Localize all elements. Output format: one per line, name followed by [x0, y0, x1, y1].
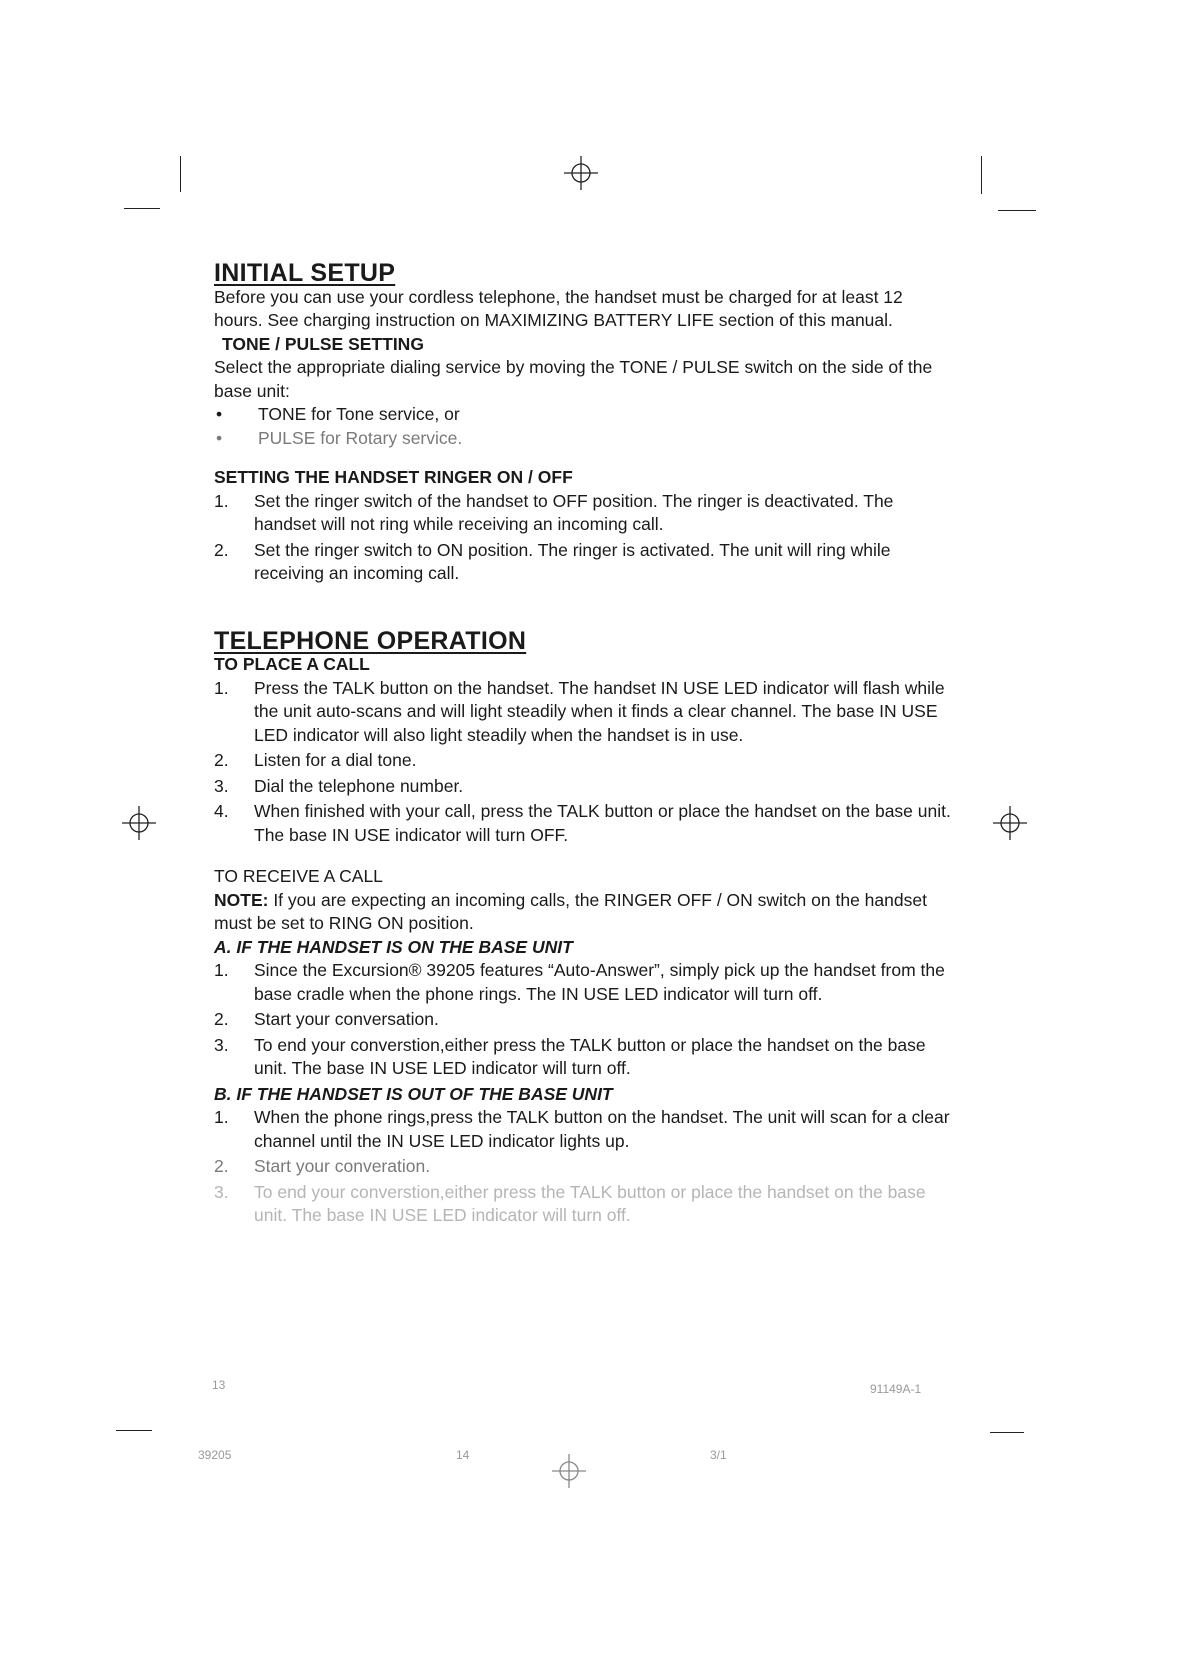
tone-pulse-text: Select the appropriate dialing service by moving the TONE / PULSE switch on the side of the base unit:	[214, 357, 933, 401]
tone-pulse-heading: TONE / PULSE SETTING	[222, 333, 424, 354]
section-b-heading: B. IF THE HANDSET IS OUT OF THE BASE UNIT	[214, 1083, 613, 1104]
ringer-steps	[214, 490, 954, 586]
crop-mark	[116, 1430, 152, 1431]
registration-mark-icon	[993, 806, 1027, 840]
list-item: 2. Set the ringer switch to ON position. The ringer is activated. The unit will ring while receiving an incoming call.	[214, 539, 891, 583]
list-item: 3. Dial the telephone number.	[214, 775, 464, 796]
list-item: 2. Start your converation.	[214, 1156, 431, 1176]
section-a-steps	[214, 959, 954, 1081]
list-item: 2. Start your conversation.	[214, 1009, 439, 1029]
manual-page-content	[214, 259, 954, 1230]
list-item: 1. Since the Excursion® 39205 features “Auto-Answer”, simply pick up the handset from the base cradle when the phone rings. The IN USE LED indicator will turn off.	[214, 960, 945, 1004]
list-item: • PULSE for Rotary service.	[214, 427, 954, 451]
initial-setup-intro: Before you can use your cordless telephone, the handset must be charged for at least 12 hours. See charging instruction on MAXIMIZING BATTERY LIFE section of this manual.	[214, 286, 903, 330]
note-text: If you are expecting an incoming calls, the RINGER OFF / ON switch on the handset must be set to RING ON position.	[214, 889, 927, 933]
note-label: NOTE:	[214, 889, 269, 910]
list-item: 1. Press the TALK button on the handset. The handset IN USE LED indicator will flash while the unit auto-scans and will light steadily when it finds a clear channel. The base IN USE LED indicator will also light steadily when the handset is in use.	[214, 677, 945, 745]
place-call-steps	[214, 677, 954, 848]
print-slug-right: 3/1	[710, 1448, 727, 1462]
crop-mark	[998, 210, 1036, 211]
place-call-heading: TO PLACE A CALL	[214, 654, 370, 674]
crop-mark	[124, 208, 160, 209]
list-item: 1. Set the ringer switch of the handset to OFF position. The ringer is deactivated. The handset will not ring while receiving an incoming call.	[214, 490, 894, 534]
section-a-heading: A. IF THE HANDSET IS ON THE BASE UNIT	[214, 936, 573, 957]
print-slug-left: 39205	[198, 1448, 232, 1462]
ringer-heading: SETTING THE HANDSET RINGER ON / OFF	[214, 467, 573, 487]
list-item: 2. Listen for a dial tone.	[214, 750, 417, 770]
print-slug-center: 14	[456, 1448, 470, 1462]
list-item: • TONE for Tone service, or	[214, 403, 954, 427]
receive-call-heading: TO RECEIVE A CALL	[214, 866, 383, 886]
crop-mark	[990, 1432, 1024, 1433]
registration-mark-icon	[552, 1454, 586, 1488]
document-code: 91149A-1	[870, 1382, 922, 1396]
section-b-steps	[214, 1106, 954, 1228]
initial-setup-heading: INITIAL SETUP	[214, 259, 396, 287]
page-number: 13	[212, 1378, 226, 1392]
list-item: 3. To end your converstion,either press the TALK button or place the handset on the base unit. The base IN USE LED indicator will turn off.	[214, 1181, 926, 1225]
list-item: 1. When the phone rings,press the TALK button on the handset. The unit will scan for a clear channel until the IN USE LED indicator lights up.	[214, 1107, 950, 1151]
dialing-service-list	[214, 403, 954, 450]
crop-mark	[180, 156, 181, 192]
list-item: 3. To end your converstion,either press the TALK button or place the handset on the base unit. The base IN USE LED indicator will turn off.	[214, 1034, 926, 1078]
registration-mark-icon	[564, 156, 598, 190]
list-item: 4. When finished with your call, press the TALK button or place the handset on the base unit. The base IN USE indicator will turn OFF.	[214, 801, 951, 845]
crop-mark	[981, 156, 982, 194]
registration-mark-icon	[122, 806, 156, 840]
telephone-operation-heading: TELEPHONE OPERATION	[214, 626, 527, 655]
receive-call-note	[214, 889, 954, 936]
